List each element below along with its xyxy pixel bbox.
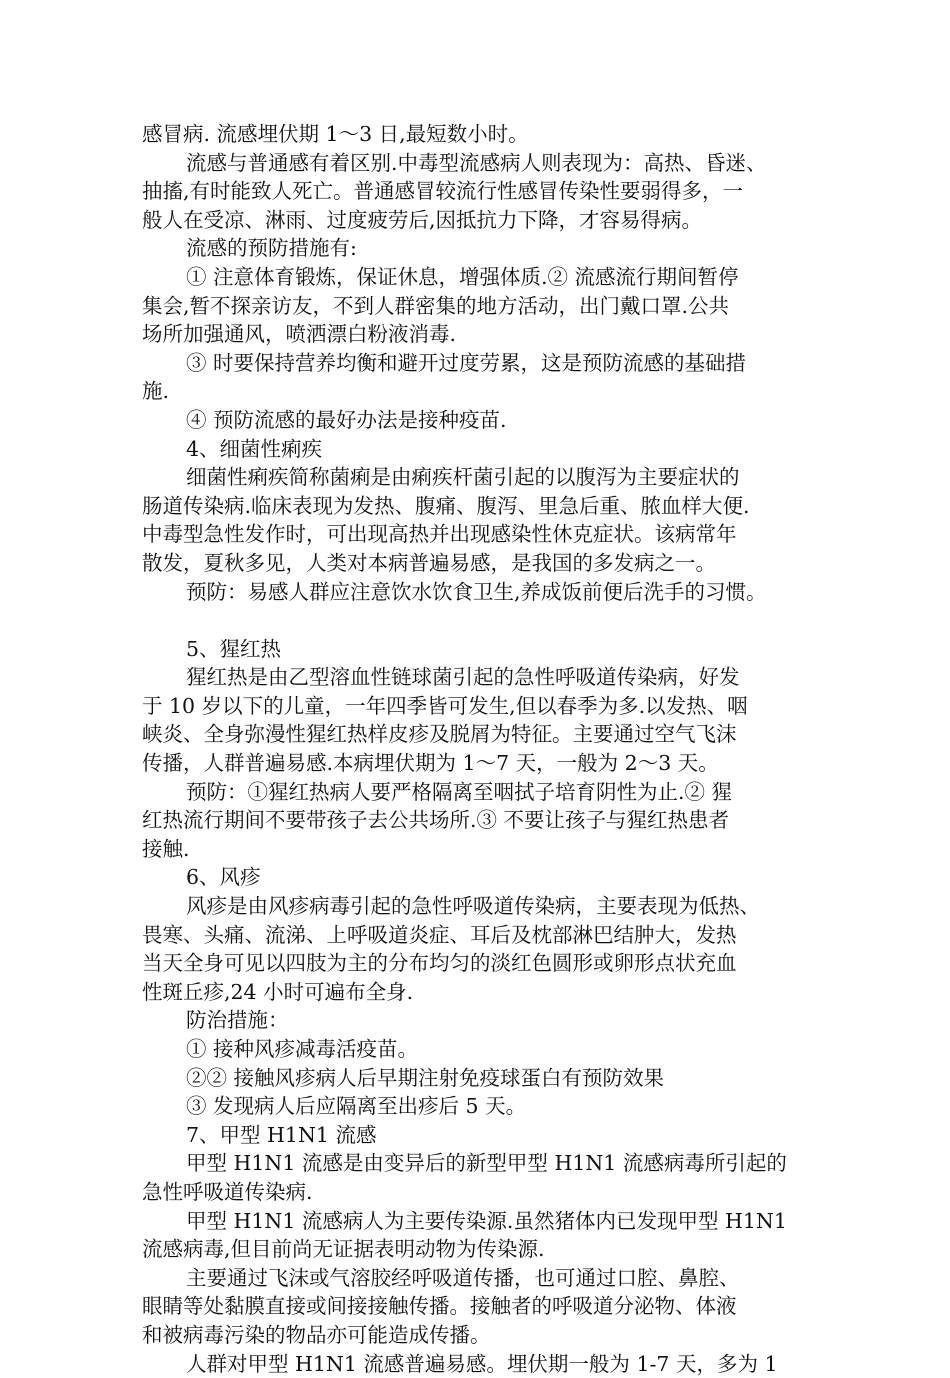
text-line: 传播，人群普遍易感.本病埋伏期为 1～7 天，一般为 2～3 天。 xyxy=(142,751,719,776)
text-line: ④ 预防流感的最好办法是接种疫苗. xyxy=(186,407,507,432)
text-line: 中毒型急性发作时，可出现高热并出现感染性休克症状。该病常年 xyxy=(142,522,737,547)
text-line: 峡炎、全身弥漫性猩红热样皮疹及脱屑为特征。主要通过空气飞沫 xyxy=(142,722,737,747)
text-line: 猩红热是由乙型溶血性链球菌引起的急性呼吸道传染病，好发 xyxy=(186,665,740,690)
text-line: ②② 接触风疹病人后早期注射免疫球蛋白有预防效果 xyxy=(186,1065,665,1090)
text-line: ① 注意体育锻炼，保证休息，增强体质.② 流感流行期间暂停 xyxy=(186,264,739,289)
text-line: 4、细菌性痢疾 xyxy=(186,436,323,461)
text-line: 甲型 H1N1 流感病人为主要传染源.虽然猪体内已发现甲型 H1N1 xyxy=(186,1208,787,1233)
text-line: ③ 发现病人后应隔离至出疹后 5 天。 xyxy=(186,1094,527,1119)
text-line: 场所加强通风，喷洒漂白粉液消毒. xyxy=(142,322,457,347)
text-line: 畏寒、头痛、流涕、上呼吸道炎症、耳后及枕部淋巴结肿大，发热 xyxy=(142,922,737,947)
text-line: 肠道传染病.临床表现为发热、腹痛、腹泻、里急后重、脓血样大便. xyxy=(142,493,750,518)
text-line: 防治措施： xyxy=(186,1008,289,1033)
text-line: 红热流行期间不要带孩子去公共场所.③ 不要让孩子与猩红热患者 xyxy=(142,808,730,833)
text-line: 人群对甲型 H1N1 流感普遍易感。埋伏期一般为 1-7 天，多为 1 xyxy=(186,1351,778,1376)
text-line: 流感与普通感有着区别.中毒型流感病人则表现为：高热、昏迷、 xyxy=(186,150,767,175)
text-line: 7、甲型 H1N1 流感 xyxy=(186,1122,377,1147)
text-line: 5、猩红热 xyxy=(186,636,282,661)
text-line: 预防：易感人群应注意饮水饮食卫生,养成饭前便后洗手的习惯。 xyxy=(186,579,767,604)
text-line: 当天全身可见以四肢为主的分布均匀的淡红色圆形或卵形点状充血 xyxy=(142,951,737,976)
text-line: 细菌性痢疾简称菌痢是由痢疾杆菌引起的以腹泻为主要症状的 xyxy=(186,465,740,490)
document-page xyxy=(142,120,812,1378)
text-line: 般人在受凉、淋雨、过度疲劳后,因抵抗力下降，才容易得病。 xyxy=(142,207,703,232)
text-line: 风疹是由风疹病毒引起的急性呼吸道传染病，主要表现为低热、 xyxy=(186,894,760,919)
text-line: 接触. xyxy=(142,836,190,861)
text-line: ① 接种风疹减毒活疫苗。 xyxy=(186,1037,419,1061)
text-line: 流感病毒,但目前尚无证据表明动物为传染源. xyxy=(142,1237,545,1262)
text-line: 甲型 H1N1 流感是由变异后的新型甲型 H1N1 流感病毒所引起的 xyxy=(186,1151,787,1176)
text-line: 散发，夏秋多见，人类对本病普遍易感，是我国的多发病之一。 xyxy=(142,550,716,575)
text-line: 主要通过飞沫或气溶胶经呼吸道传播，也可通过口腔、鼻腔、 xyxy=(186,1265,740,1290)
text-line: 流感的预防措施有: xyxy=(186,236,357,261)
blank-line xyxy=(142,606,812,635)
text-line: 集会,暂不探亲访友，不到人群密集的地方活动，出门戴口罩.公共 xyxy=(142,293,730,318)
text-line: ③ 时要保持营养均衡和避开过度劳累，这是预防流感的基础措 xyxy=(186,350,747,375)
text-line: 眼睛等处黏膜直接或间接接触传播。接触者的呼吸道分泌物、体液 xyxy=(142,1294,737,1319)
text-line: 和被病毒污染的物品亦可能造成传播。 xyxy=(142,1322,491,1347)
text-line: 施. xyxy=(142,379,170,404)
text-line: 抽搐,有时能致人死亡。普通感冒较流行性感冒传染性要弱得多，一 xyxy=(142,179,744,204)
text-line: 6、风疹 xyxy=(186,865,261,890)
text-line: 感冒病. 流感埋伏期 1～3 日,最短数小时。 xyxy=(142,122,529,146)
text-line: 急性呼吸道传染病. xyxy=(142,1179,313,1204)
text-line: 于 10 岁以下的儿童，一年四季皆可发生,但以春季为多.以发热、咽 xyxy=(142,693,748,718)
text-line: 预防：①猩红热病人要严格隔离至咽拭子培育阴性为止.② 猩 xyxy=(186,779,733,804)
text-line: 性斑丘疹,24 小时可遍布全身. xyxy=(142,979,414,1004)
